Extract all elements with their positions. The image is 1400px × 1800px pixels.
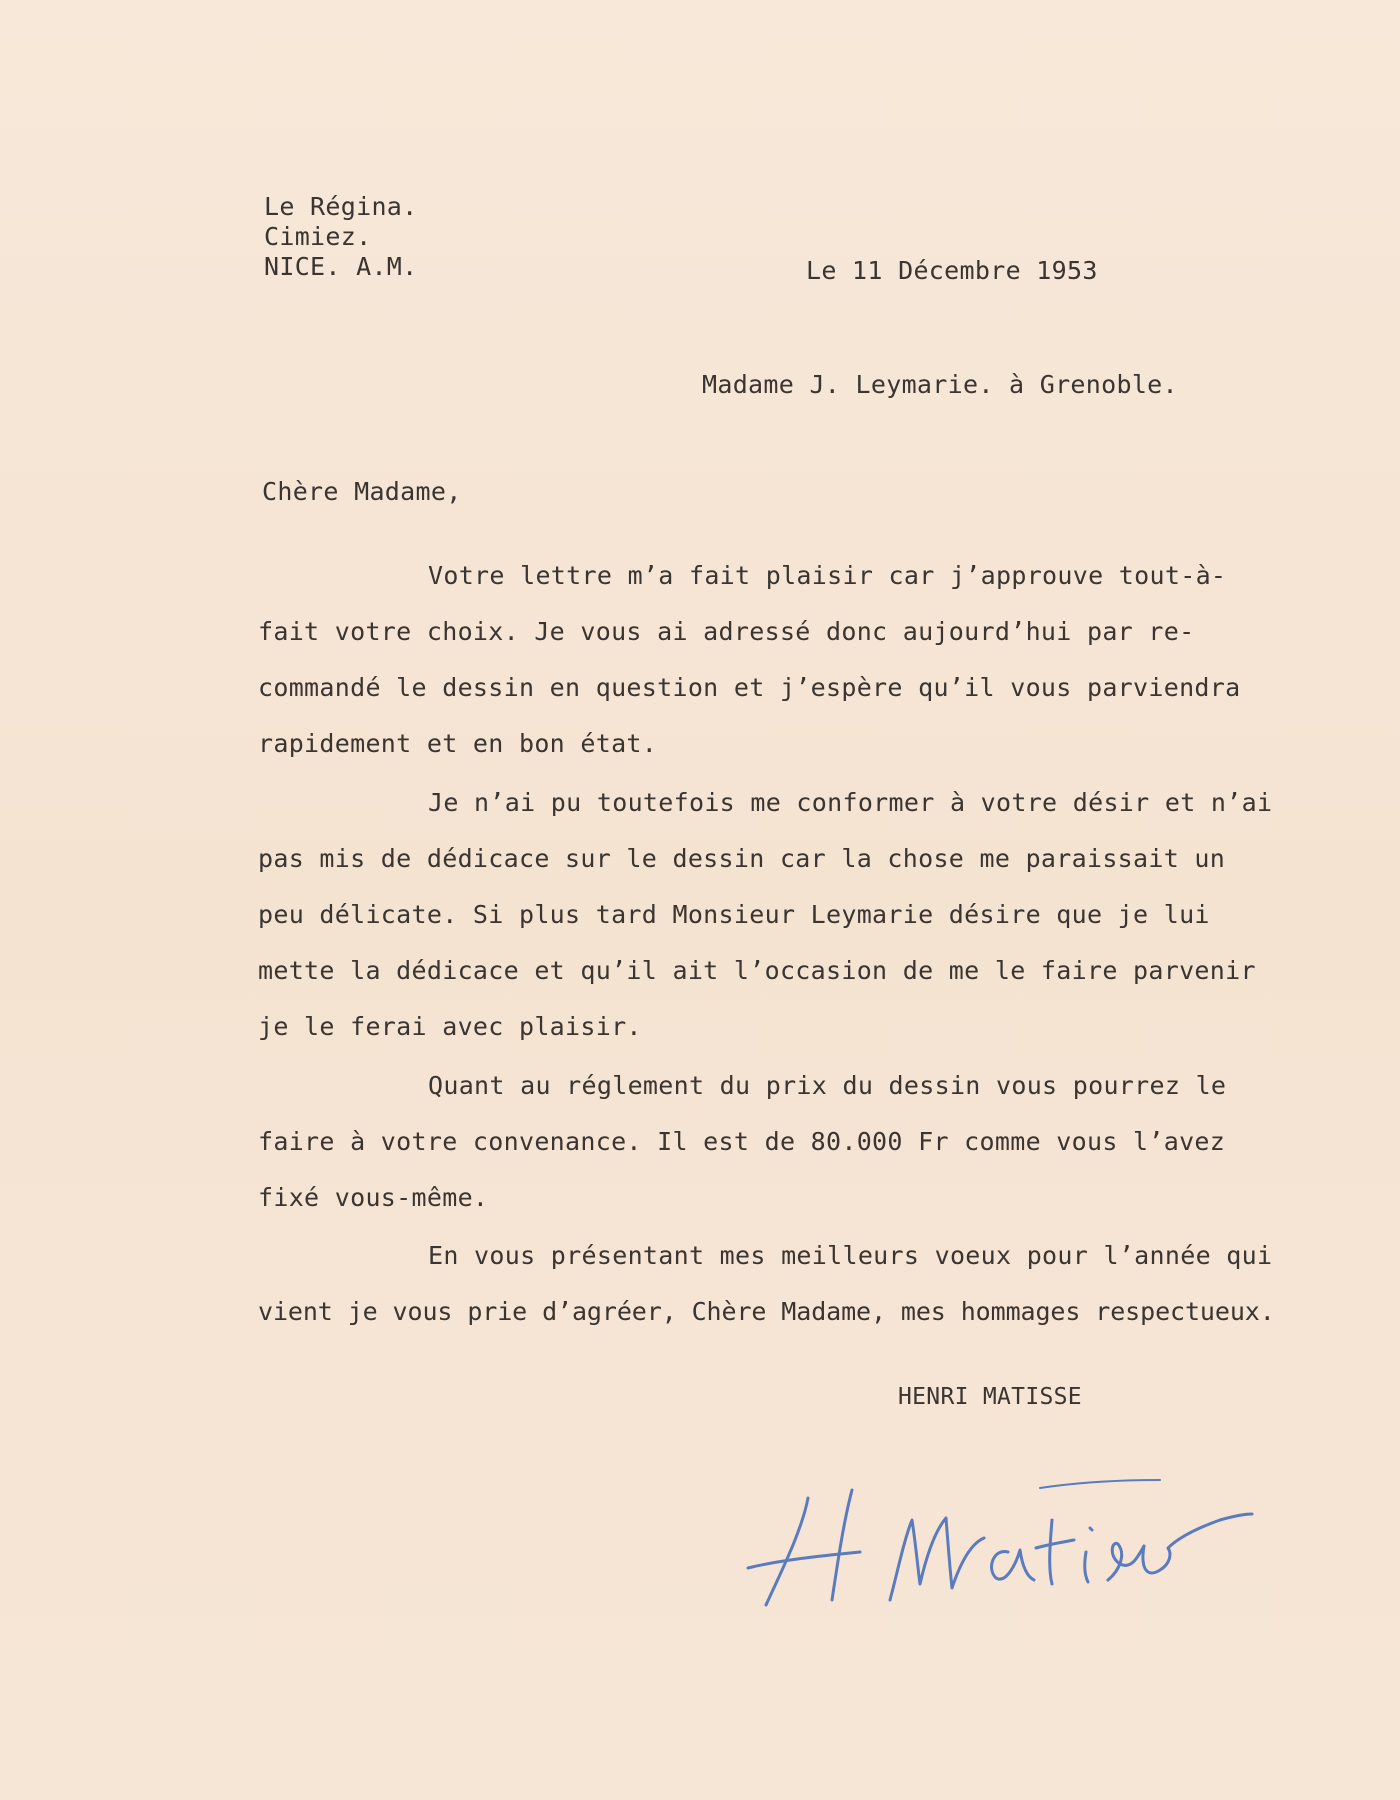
sender-line-1: Le Régina. bbox=[264, 192, 418, 221]
salutation: Chère Madame, bbox=[262, 477, 462, 506]
paragraph-line: Votre lettre m’a fait plaisir car j’approuve tout-à- bbox=[428, 561, 1227, 590]
body-paragraph-1 bbox=[258, 548, 1373, 772]
paragraph-line: mette la dédicace et qu’il ait l’occasion de me le faire parvenir bbox=[258, 956, 1256, 985]
paragraph-line: je le ferai avec plaisir. bbox=[258, 1012, 642, 1041]
paragraph-line: vient je vous prie d’agréer, Chère Madame, mes hommages respectueux. bbox=[258, 1297, 1275, 1326]
recipient-line: Madame J. Leymarie. à Grenoble. bbox=[702, 370, 1178, 399]
paragraph-line: peu délicate. Si plus tard Monsieur Leymarie désire que je lui bbox=[258, 900, 1210, 929]
typed-signature: HENRI MATISSE bbox=[898, 1384, 1082, 1410]
paragraph-line: fixé vous-même. bbox=[258, 1183, 489, 1212]
sender-line-2: Cimiez. bbox=[264, 222, 372, 251]
paragraph-line: Je n’ai pu toutefois me conformer à votre désir et n’ai bbox=[428, 788, 1273, 817]
body-paragraph-2 bbox=[258, 775, 1373, 1055]
paragraph-line: faire à votre convenance. Il est de 80.000 Fr comme vous l’avez bbox=[258, 1127, 1226, 1156]
handwritten-signature bbox=[740, 1460, 1260, 1620]
letter-date: Le 11 Décembre 1953 bbox=[806, 256, 1098, 285]
paragraph-line: pas mis de dédicace sur le dessin car la chose me paraissait un bbox=[258, 844, 1226, 873]
sender-line-3: NICE. A.M. bbox=[264, 252, 418, 281]
paragraph-line: Quant au réglement du prix du dessin vous pourrez le bbox=[428, 1071, 1227, 1100]
body-paragraph-3 bbox=[258, 1058, 1373, 1226]
body-paragraph-4 bbox=[258, 1228, 1373, 1340]
paragraph-line: commandé le dessin en question et j’espère qu’il vous parviendra bbox=[258, 673, 1241, 702]
paragraph-line: En vous présentant mes meilleurs voeux pour l’année qui bbox=[428, 1241, 1273, 1270]
sender-address bbox=[264, 192, 418, 282]
paragraph-line: rapidement et en bon état. bbox=[258, 729, 658, 758]
paragraph-line: fait votre choix. Je vous ai adressé donc aujourd’hui par re- bbox=[258, 617, 1195, 646]
